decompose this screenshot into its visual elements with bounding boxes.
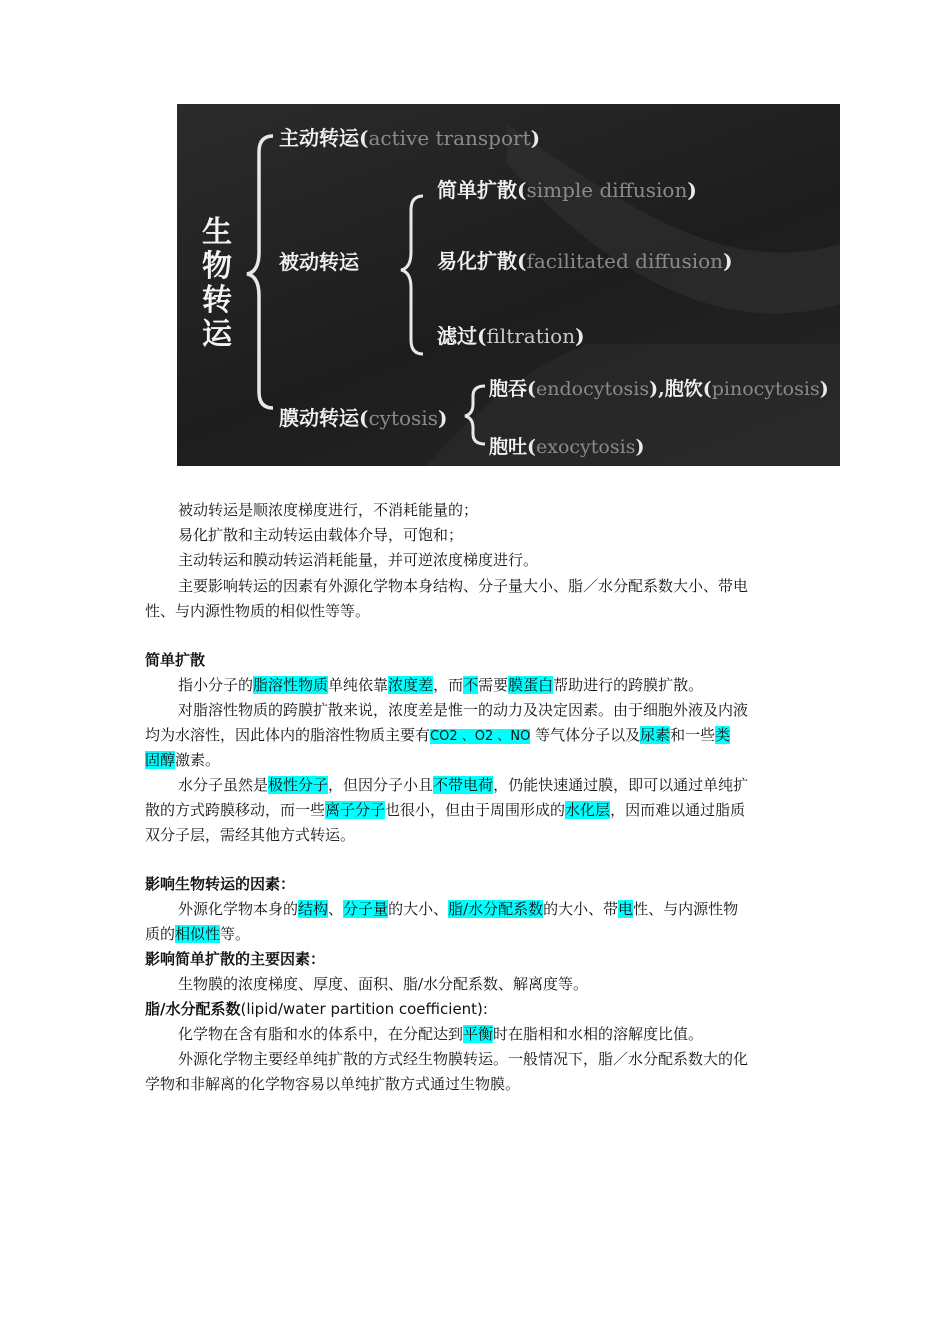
- main-brace: [247, 136, 273, 408]
- node-zh: 膜动转运: [279, 406, 359, 430]
- node-en: active transport: [368, 126, 531, 150]
- section-heading-simple-factors: 影响简单扩散的主要因素：: [145, 950, 326, 968]
- highlight: 不: [463, 676, 479, 694]
- section-heading-partition-coefficient: [145, 997, 488, 1022]
- node-exocytosis: 胞吐(exocytosis): [489, 436, 645, 458]
- text-run: 单纯依靠: [328, 676, 389, 694]
- highlight: 固醇: [145, 751, 176, 769]
- text-run: 时在脂相和水相的溶解度比值。: [493, 1025, 704, 1043]
- highlight: 离子分子: [325, 801, 386, 819]
- node-en: cytosis: [368, 406, 438, 430]
- node-en: simple diffusion: [526, 178, 688, 202]
- highlight: 分子量: [343, 900, 389, 918]
- text-run: ，而: [433, 676, 464, 694]
- section-heading-simple-diffusion: 简单扩散: [145, 651, 206, 669]
- summary-line-active: 主动转运和膜动转运消耗能量，并可逆浓度梯度进行。: [178, 551, 539, 569]
- text-run: ，因而难以通过脂质: [610, 801, 746, 819]
- paragraph-partition-definition: [178, 1022, 703, 1047]
- text-run: 均为水溶性，因此体内的脂溶性物质主要有: [145, 726, 431, 744]
- text-run: 和一些: [670, 726, 716, 744]
- paragraph-water-molecule-cont: [145, 798, 745, 823]
- highlight: 电: [618, 900, 634, 918]
- highlight: 结构: [298, 900, 329, 918]
- highlight: 尿素: [640, 726, 671, 744]
- highlight: 膜蛋白: [508, 676, 554, 694]
- paragraph-driving-force-end: [145, 748, 220, 773]
- paragraph-simple-factors: 生物膜的浓度梯度、厚度、面积、脂/水分配系数、解离度等。: [178, 975, 589, 993]
- text-run: 外源化学物本身的: [178, 900, 299, 918]
- text-run: 等气体分子以及: [530, 726, 641, 744]
- section-heading-factors: 影响生物转运的因素：: [145, 875, 296, 893]
- paragraph-partition-note: 外源化学物主要经单纯扩散的方式经生物膜转运。一般情况下，脂／水分配系数大的化: [178, 1050, 749, 1068]
- heading-zh: 脂/水分配系数: [145, 1000, 241, 1018]
- text-run: 需要: [478, 676, 509, 694]
- text-run: 质的: [145, 925, 176, 943]
- root-char: 物: [202, 249, 232, 284]
- heading-en: (lipid/water partition coefficient):: [240, 1000, 488, 1018]
- node-passive-transport: [279, 246, 359, 275]
- node-zh: 简单扩散: [437, 178, 517, 202]
- text-run: 等。: [220, 925, 251, 943]
- text-run: 化学物在含有脂和水的体系中，在分配达到: [178, 1025, 464, 1043]
- text-run: 性、与内源性物: [633, 900, 739, 918]
- node-facilitated-diffusion: 易化扩散(facilitated diffusion): [437, 249, 733, 273]
- root-char: 生: [202, 215, 232, 250]
- text-run: 散的方式跨膜移动，而一些: [145, 801, 326, 819]
- node-en: filtration: [486, 324, 576, 348]
- text-run: 的大小、带: [543, 900, 619, 918]
- biotransport-diagram: [177, 104, 840, 466]
- text-run: 指小分子的: [178, 676, 254, 694]
- text-run: 、: [328, 900, 344, 918]
- node-endocytosis-pinocytosis: 胞吞(endocytosis),胞饮(pinocytosis): [489, 378, 829, 400]
- node-active-transport: 主动转运(active transport): [279, 126, 541, 150]
- node-simple-diffusion: 简单扩散(simple diffusion): [437, 178, 697, 202]
- paragraph-partition-note-cont: 学物和非解离的化学物容易以单纯扩散方式通过生物膜。: [145, 1075, 521, 1093]
- node-filtration: 滤过(filtration): [437, 324, 585, 348]
- highlight: 脂溶性物质: [253, 676, 329, 694]
- summary-line-factors-cont: 性、与内源性物质的相似性等等。: [145, 602, 371, 620]
- text-run: ，但因分子小且: [328, 776, 434, 794]
- passive-brace: [401, 196, 423, 354]
- light-band-decoration: [507, 124, 840, 313]
- highlight: 平衡: [463, 1025, 494, 1043]
- text-run: 激素。: [175, 751, 221, 769]
- paragraph-driving-force: 对脂溶性物质的跨膜扩散来说，浓度差是惟一的动力及决定因素。由于细胞外液及内液: [178, 701, 749, 719]
- root-char: 运: [202, 317, 232, 352]
- highlight: CO2 、O2 、NO: [430, 729, 531, 744]
- paragraph-factors-cont: [145, 922, 250, 947]
- highlight: 不带电荷: [433, 776, 494, 794]
- root-char: 转: [202, 283, 232, 318]
- paragraph-simple-definition: [178, 673, 703, 698]
- node-zh: 被动转运: [279, 250, 359, 274]
- summary-line-factors: 主要影响转运的因素有外源化学物本身结构、分子量大小、脂／水分配系数大小、带电: [178, 577, 749, 595]
- highlight: 相似性: [175, 925, 221, 943]
- node-zh: 胞吐: [489, 436, 528, 458]
- paragraph-driving-force-cont: [145, 723, 730, 749]
- node-zh: 胞吞: [489, 378, 528, 400]
- summary-line-passive: 被动转运是顺浓度梯度进行，不消耗能量的；: [178, 501, 479, 519]
- node-zh: 胞饮: [664, 378, 703, 400]
- diagram-brackets: [177, 104, 840, 466]
- text-run: ，仍能快速通过膜，即可以通过单纯扩: [493, 776, 749, 794]
- paragraph-water-molecule: [178, 773, 748, 798]
- highlight: 水化层: [565, 801, 611, 819]
- node-en: facilitated diffusion: [526, 249, 724, 273]
- summary-line-facilitated: 易化扩散和主动转运由载体介导，可饱和；: [178, 526, 464, 544]
- node-en: exocytosis: [536, 436, 636, 458]
- highlight: 类: [715, 726, 731, 744]
- paragraph-factors: [178, 897, 738, 922]
- node-zh: 易化扩散: [437, 249, 517, 273]
- text-run: 的大小、: [388, 900, 449, 918]
- node-en: pinocytosis: [711, 378, 820, 400]
- node-zh: 主动转运: [279, 126, 359, 150]
- node-cytosis: 膜动转运(cytosis): [279, 406, 448, 430]
- highlight: 极性分子: [268, 776, 329, 794]
- node-zh: 滤过: [437, 324, 477, 348]
- node-en: endocytosis: [536, 378, 650, 400]
- text-run: 帮助进行的跨膜扩散。: [553, 676, 704, 694]
- highlight: 浓度差: [388, 676, 434, 694]
- highlight: 脂/水分配系数: [448, 900, 544, 918]
- root-label-biotransport: [199, 216, 235, 352]
- paragraph-water-molecule-end: 双分子层，需经其他方式转运。: [145, 826, 356, 844]
- text-run: 水分子虽然是: [178, 776, 269, 794]
- text-run: 也很小，但由于周围形成的: [385, 801, 566, 819]
